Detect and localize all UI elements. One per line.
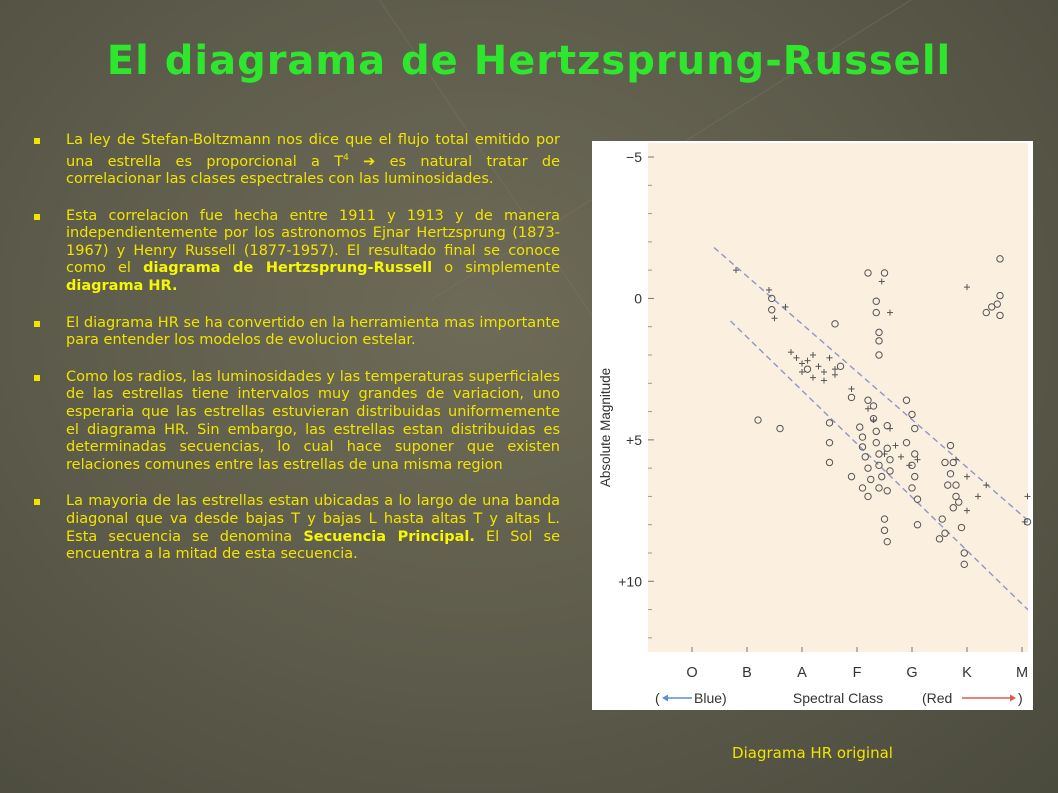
y-tick-label: +5	[626, 431, 642, 448]
bullet-text	[66, 132, 560, 189]
blue-arrow-icon	[662, 695, 668, 702]
text-run: El Sol se encuentra a la mitad de esta secuencia.	[66, 528, 560, 563]
bullet-item	[34, 493, 560, 563]
x-note-right-paren: )	[1018, 690, 1023, 706]
bullet-marker	[34, 499, 40, 505]
text-run: Como los radios, las luminosidades y las temperaturas superficiales de las estrellas tiene intervalos muy grandes de variacion, uno esperaria que las estrellas estuvieran distribuidas uniformemente el diagrama HR. Sin embargo, las estrellas estan distribuidas es determinadas secuencias, lo cual hace suponer que existen relaciones comunes entre las estrellas de una misma region	[66, 368, 560, 473]
hr-diagram-figure	[592, 141, 1033, 710]
x-tick-label: G	[906, 665, 918, 681]
page-title: El diagrama de Hertzsprung-Russell	[106, 38, 952, 84]
text-run	[349, 153, 363, 169]
figure-caption: Diagrama HR original	[732, 744, 893, 762]
bullet-marker	[34, 375, 40, 381]
y-tick-label: 0	[634, 290, 642, 307]
bullet-item	[34, 132, 560, 189]
bullet-text	[66, 369, 560, 475]
text-run: La mayoria de las estrellas estan ubicadas a lo largo de una banda diagonal que va desde bajas T y bajas L hasta altas T y altas L. Esta secuencia se denomina	[66, 493, 560, 545]
bullet-text	[66, 208, 560, 296]
x-tick-label: A	[797, 665, 807, 681]
text-run: La ley de Stefan-Boltzmann nos dice que el flujo total emitido por una estrella es proporcional a T	[66, 132, 560, 170]
text-run: es natural tratar de correlacionar las clases espectrales con las luminosidades.	[66, 153, 561, 188]
bullet-marker	[34, 214, 40, 220]
text-run: Esta correlacion fue hecha entre 1911 y 1913 y de manera independientemente por los astronomos Ejnar Hertzsprung (1873-1967) y Henry Russell (1877-1957). El resultado final se conoce como el	[66, 207, 560, 277]
bullet-text	[66, 315, 560, 350]
plot-area	[648, 143, 1028, 652]
highlight-term: diagrama HR.	[66, 277, 178, 294]
right-arrow-icon: ➔	[363, 153, 376, 170]
y-tick-label: −5	[626, 149, 642, 165]
x-tick-label: F	[852, 665, 862, 681]
y-tick-label: +10	[618, 573, 642, 590]
highlight-term: Secuencia Principal.	[303, 528, 475, 545]
x-note-left-paren: (	[655, 690, 660, 706]
text-run: o simplemente	[432, 260, 561, 277]
bullet-list	[34, 132, 560, 583]
bullet-item	[34, 208, 560, 296]
x-note-blue: Blue)	[694, 690, 727, 706]
bullet-marker	[34, 138, 40, 144]
bullet-marker	[34, 321, 40, 327]
x-tick-label: O	[686, 665, 698, 681]
x-tick-label: M	[1015, 665, 1029, 681]
x-note-red: (Red	[922, 690, 953, 706]
bullet-item	[34, 369, 560, 475]
text-run: El diagrama HR se ha convertido en la herramienta mas importante para entender los modelos de evolucion estelar.	[66, 314, 560, 349]
x-tick-label: K	[962, 665, 972, 681]
bullet-text	[66, 493, 560, 563]
highlight-term: diagrama de Hertzsprung-Russell	[143, 260, 433, 277]
x-axis-label: Spectral Class	[792, 690, 884, 706]
x-tick-label: B	[742, 665, 752, 681]
y-axis-label: Absolute Magnitude	[598, 367, 613, 488]
hr-diagram-chart	[592, 141, 1033, 710]
superscript: 4	[343, 152, 349, 163]
bullet-item	[34, 315, 560, 350]
red-arrow-icon	[1010, 695, 1016, 702]
